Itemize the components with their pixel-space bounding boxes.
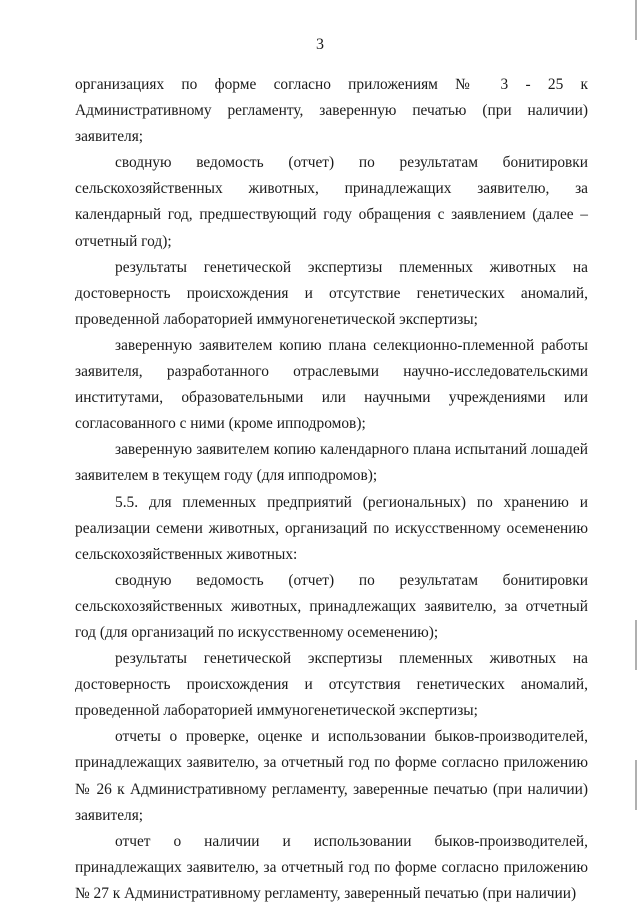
scan-edge-mark: [635, 0, 637, 40]
paragraph: отчеты о проверке, оценке и использовании быков-производителей, принадлежащих заявителю, за отчетный год по форме согласно приложению № 26 к Административному регламенту, заверенные печатью (при наличии) заявителя;: [75, 728, 588, 824]
paragraph: результаты генетической экспертизы племенных животных на достоверность происхождения и отсутствие генетических аномалий, проведенной лабораторией иммуногенетической экспертизы;: [75, 258, 588, 328]
scan-edge-mark: [635, 760, 637, 810]
paragraph: заверенную заявителем копию календарного плана испытаний лошадей заявителем в текущем году (для ипподромов);: [75, 441, 588, 485]
page-number: 3: [316, 36, 324, 53]
scan-edge-mark: [635, 620, 637, 670]
paragraph: заверенную заявителем копию плана селекционно-племенной работы заявителя, разработанного отраслевыми научно-исследовательскими институтами, образовательными или научными учреждениями или согласованного с ними (кроме ипподромов);: [75, 336, 588, 433]
paragraph: результаты генетической экспертизы племенных животных на достоверность происхождения и отсутствия генетических аномалий, проведенной лабораторией иммуногенетической экспертизы;: [75, 650, 588, 720]
paragraph: организациях по форме согласно приложениям № 3 - 25 к Административному регламенту, заверенную печатью (при наличии) заявителя;: [75, 76, 588, 146]
paragraph: 5.5. для племенных предприятий (региональных) по хранению и реализации семени животных, организаций по искусственному осеменению сельскохозяйственных животных:: [75, 493, 588, 563]
paragraph: сводную ведомость (отчет) по результатам бонитировки сельскохозяйственных животных, принадлежащих заявителю, за календарный год, предшествующий году обращения с заявлением (далее – отчетный год);: [75, 154, 588, 250]
paragraph: сводную ведомость (отчет) по результатам бонитировки сельскохозяйственных животных, принадлежащих заявителю, за отчетный год (для организаций по искусственному осеменению);: [75, 571, 588, 641]
paragraph: отчет о наличии и использовании быков-производителей, принадлежащих заявителю, за отчетный год по форме согласно приложению № 27 к Административному регламенту, заверенный печатью (при наличии): [75, 832, 588, 902]
document-body: [75, 72, 588, 907]
